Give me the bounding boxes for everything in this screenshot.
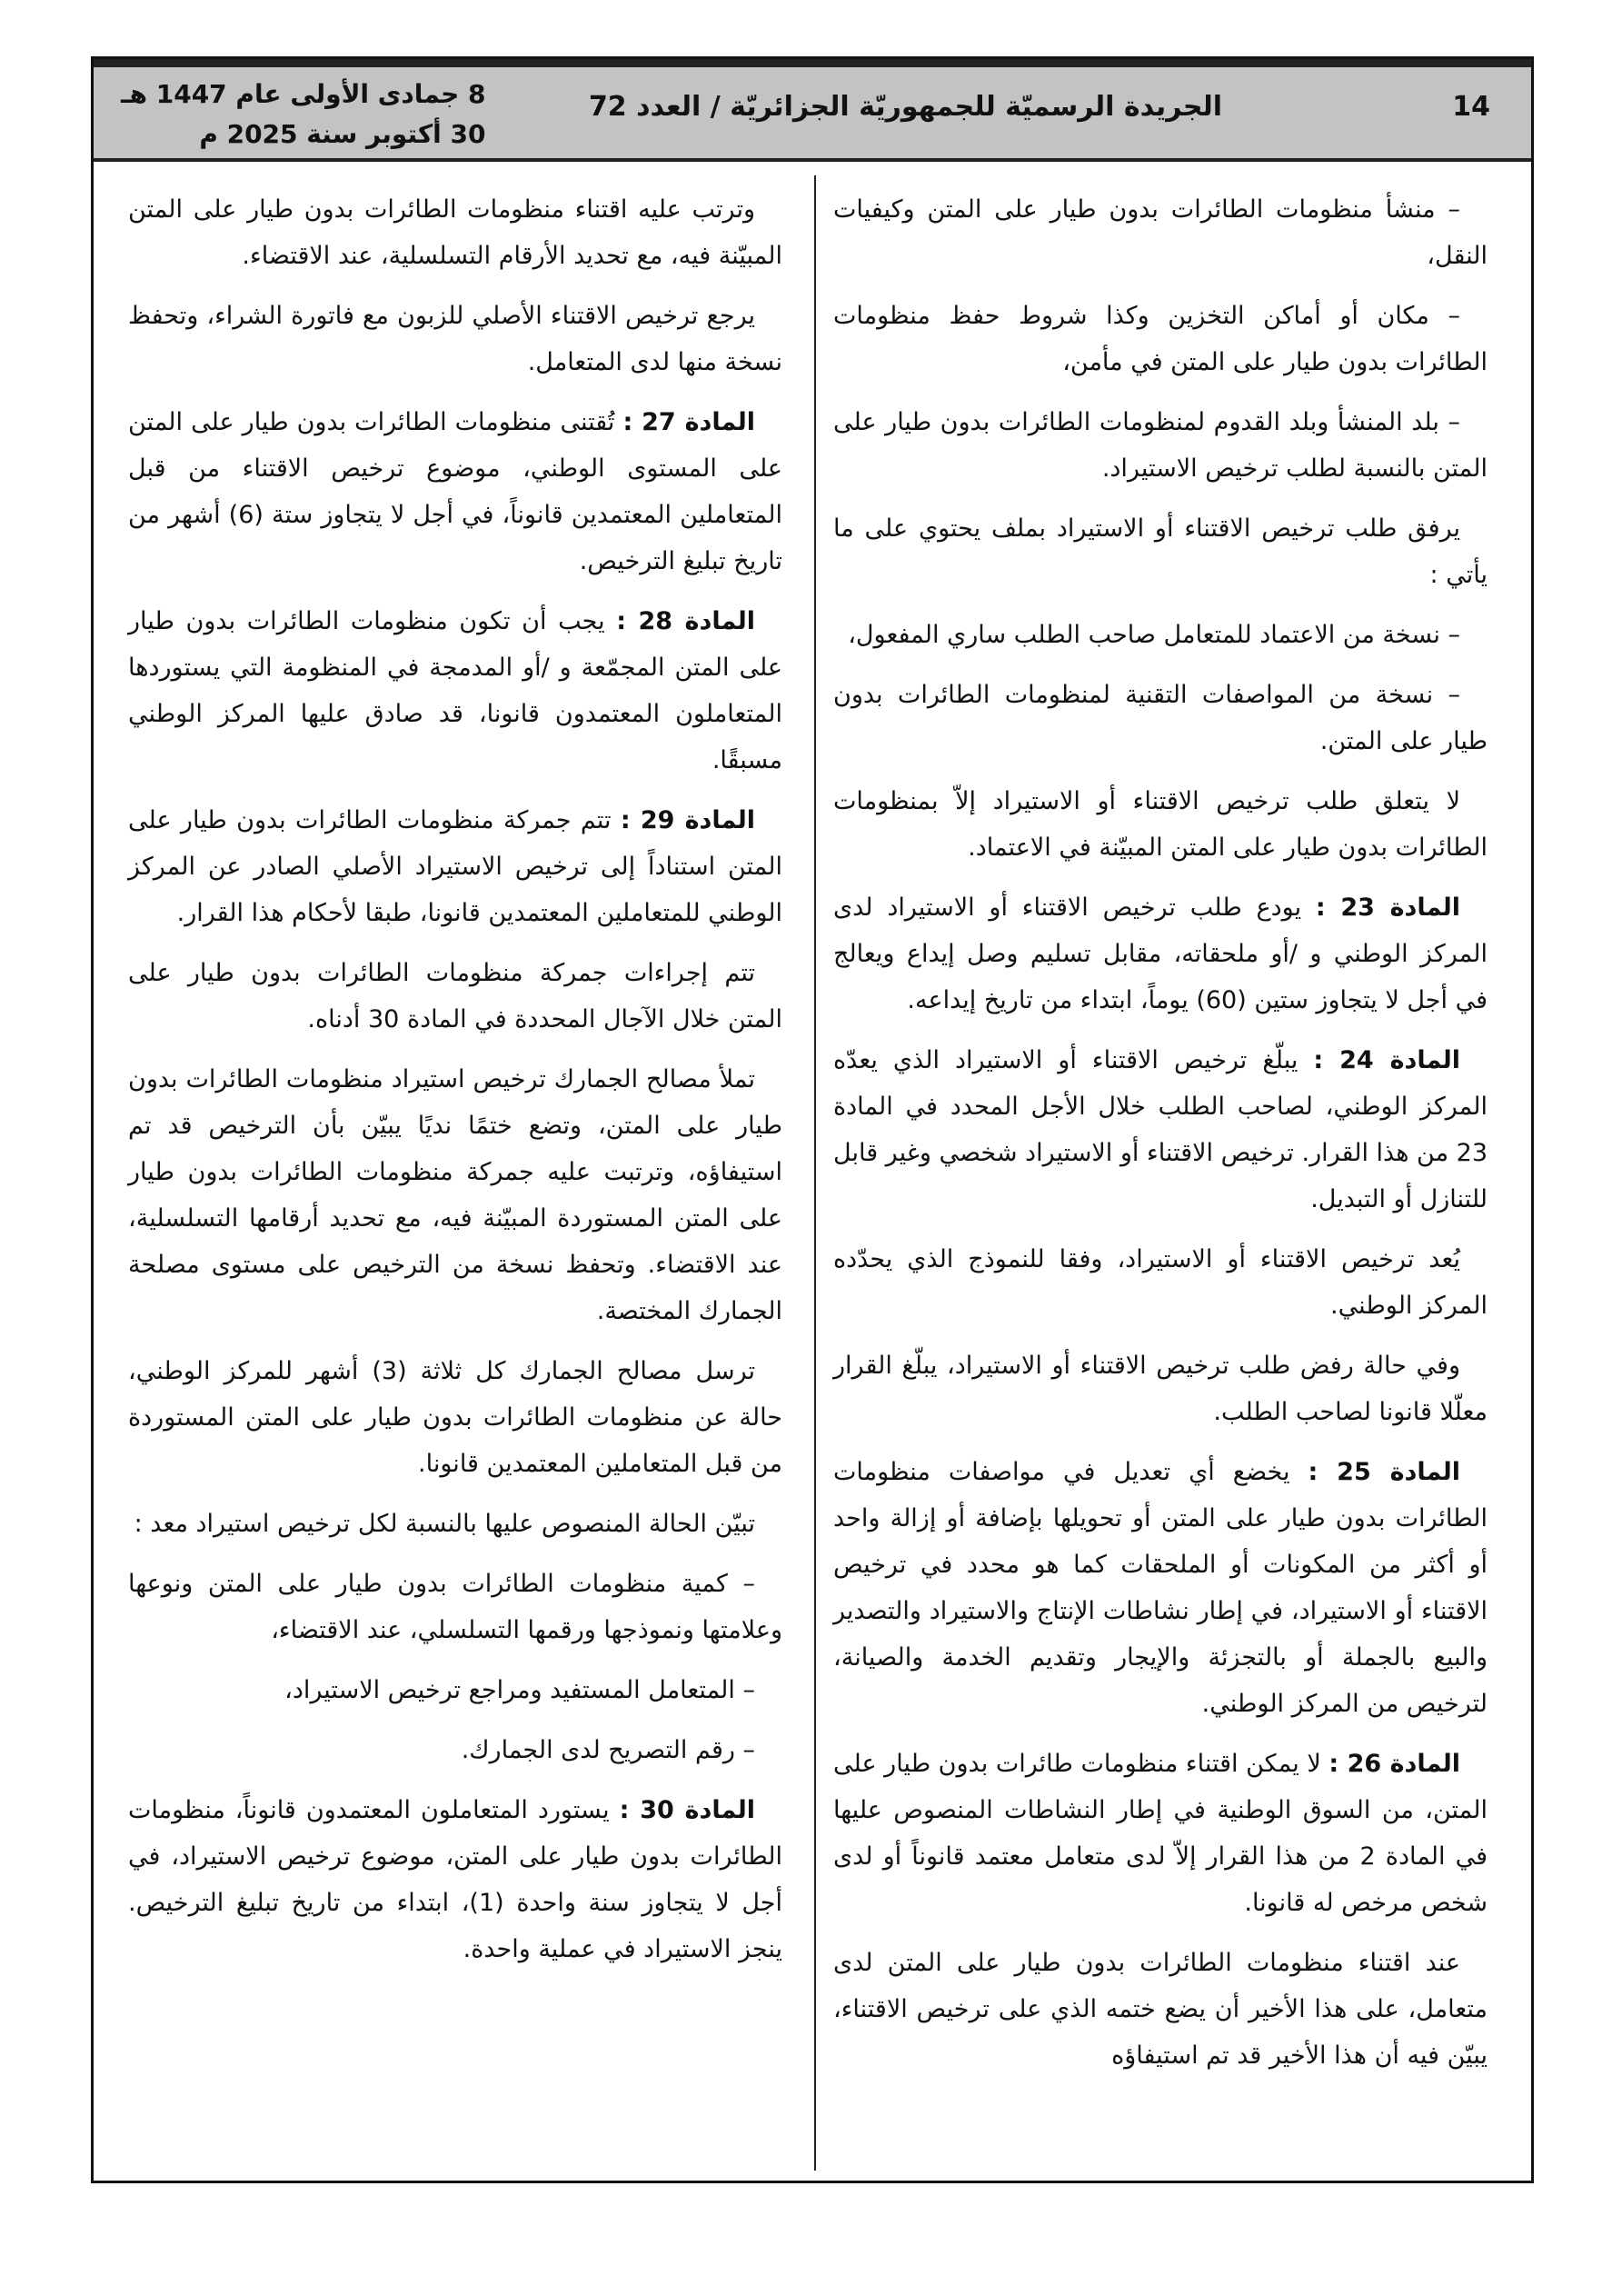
paragraph (128, 186, 782, 279)
paragraph (833, 293, 1488, 385)
page-number: 14 (1452, 91, 1490, 123)
hijri-date: 8 جمادى الأولى عام 1447 هـ (121, 79, 486, 109)
paragraph (128, 1667, 782, 1713)
article-paragraph (833, 1037, 1488, 1223)
article-paragraph (128, 598, 782, 784)
article-label: المادة 26 : (1328, 1750, 1461, 1778)
right-column (833, 186, 1488, 2092)
paragraph-text: – منشأ منظومات الطائرات بدون طيار على المتن وكيفيات النقل، (833, 195, 1488, 270)
paragraph-text: – كمية منظومات الطائرات بدون طيار على المتن ونوعها وعلامتها ونموذجها ورقمها التسلسلي، عند الاقتضاء، (128, 1570, 782, 1644)
article-paragraph (128, 797, 782, 936)
article-paragraph (833, 1449, 1488, 1727)
article-paragraph (128, 1787, 782, 1972)
column-divider (814, 175, 816, 2171)
paragraph-text: يرجع ترخيص الاقتناء الأصلي للزبون مع فاتورة الشراء، وتحفظ نسخة منها لدى المتعامل. (128, 302, 782, 376)
journal-title: الجريدة الرسميّة للجمهوريّة الجزائريّة / العدد 72 (588, 91, 1222, 123)
paragraph-text: يخضع أي تعديل في مواصفات منظومات الطائرات بدون طيار على المتن أو تحويلها بإضافة أو إزالة واحد أو أكثر من المكونات أو الملحقات كما هو محدد في ترخيص الاقتناء أو الاستيراد، في إطار نشاطات الإنتاج والاستيراد والتصدير والبيع بالجملة أو بالتجزئة والإيجار وتقديم الخدمة والصيانة، لترخيص من المركز الوطني. (833, 1458, 1488, 1718)
paragraph (833, 778, 1488, 871)
paragraph-text: يودع طلب ترخيص الاقتناء أو الاستيراد لدى المركز الوطني و /أو ملحقاته، مقابل تسليم وصل إيداع ويعالج في أجل لا يتجاوز ستين (60) يوماً، ابتداء من تاريخ إيداعه. (833, 893, 1488, 1014)
paragraph (833, 505, 1488, 598)
paragraph (833, 1343, 1488, 1435)
article-paragraph (128, 399, 782, 584)
paragraph-text: – مكان أو أماكن التخزين وكذا شروط حفظ منظومات الطائرات بدون طيار على المتن في مأمن، (833, 302, 1488, 376)
article-label: المادة 24 : (1313, 1046, 1460, 1074)
page-header (94, 59, 1531, 162)
paragraph-text: – نسخة من الاعتماد للمتعامل صاحب الطلب ساري المفعول، (848, 621, 1460, 649)
paragraph (833, 672, 1488, 764)
article-label: المادة 30 : (619, 1796, 755, 1824)
paragraph (128, 1727, 782, 1773)
paragraph-text: تملأ مصالح الجمارك ترخيص استيراد منظومات الطائرات بدون طيار على المتن، وتضع ختمًا نديًا يبيّن بأن الترخيص قد تم استيفاؤه، وترتبت عليه جمركة منظومات الطائرات بدون طيار على المتن المستوردة المبيّنة فيه، مع تحديد أرقامها التسلسلية، عند الاقتضاء. وتحفظ نسخة من الترخيص على مستوى مصلحة الجمارك المختصة. (128, 1065, 782, 1325)
paragraph (833, 1236, 1488, 1329)
article-label: المادة 29 : (620, 806, 755, 834)
issue-dates (121, 75, 486, 155)
article-paragraph (833, 1741, 1488, 1926)
paragraph-text: تتم إجراءات جمركة منظومات الطائرات بدون طيار على المتن خلال الآجال المحددة في المادة 30 أدناه. (128, 959, 782, 1033)
paragraph-text: يُعد ترخيص الاقتناء أو الاستيراد، وفقا للنموذج الذي يحدّده المركز الوطني. (833, 1245, 1488, 1320)
paragraph-text: تبيّن الحالة المنصوص عليها بالنسبة لكل ترخيص استيراد معد : (134, 1510, 755, 1538)
paragraph-text: يجب أن تكون منظومات الطائرات بدون طيار على المتن المجمّعة و /أو المدمجة في المنظومة التي يستوردها المتعاملون المعتمدون قانونا، قد صادق عليها المركز الوطني مسبقًا. (128, 607, 782, 774)
gregorian-date: 30 أكتوبر سنة 2025 م (199, 119, 486, 149)
article-paragraph (833, 884, 1488, 1023)
paragraph (128, 1501, 782, 1547)
paragraph-text: عند اقتناء منظومات الطائرات بدون طيار على المتن لدى متعامل، على هذا الأخير أن يضع ختمه الذي على ترخيص الاقتناء، يبيّن فيه أن هذا الأخير قد تم استيفاؤه (833, 1949, 1488, 2070)
paragraph-text: يستورد المتعاملون المعتمدون قانوناً، منظومات الطائرات بدون طيار على المتن، موضوع ترخيص الاستيراد، في أجل لا يتجاوز سنة واحدة (1)، ابتداء من تاريخ تبليغ الترخيص. ينجز الاستيراد في عملية واحدة. (128, 1796, 782, 1963)
article-label: المادة 28 : (616, 607, 755, 635)
paragraph-text: لا يتعلق طلب ترخيص الاقتناء أو الاستيراد إلاّ بمنظومات الطائرات بدون طيار على المتن المبيّنة في الاعتماد. (833, 787, 1488, 862)
paragraph-text: وفي حالة رفض طلب ترخيص الاقتناء أو الاستيراد، يبلّغ القرار معلّلا قانونا لصاحب الطلب. (833, 1352, 1488, 1426)
paragraph (128, 1056, 782, 1334)
paragraph-text: وترتب عليه اقتناء منظومات الطائرات بدون طيار على المتن المبيّنة فيه، مع تحديد الأرقام التسلسلية، عند الاقتضاء. (128, 195, 782, 270)
paragraph-text: – بلد المنشأ وبلد القدوم لمنظومات الطائرات بدون طيار على المتن بالنسبة لطلب ترخيص الاستيراد. (833, 408, 1488, 483)
paragraph (833, 186, 1488, 279)
paragraph-text: – المتعامل المستفيد ومراجع ترخيص الاستيراد، (284, 1676, 755, 1704)
paragraph (128, 293, 782, 385)
paragraph-text: ترسل مصالح الجمارك كل ثلاثة (3) أشهر للمركز الوطني، حالة عن منظومات الطائرات بدون طيار على المتن المستوردة من قبل المتعاملين المعتمدين قانونا. (128, 1357, 782, 1478)
paragraph-text: تتم جمركة منظومات الطائرات بدون طيار على المتن استناداً إلى ترخيص الاستيراد الأصلي الصادر عن المركز الوطني للمتعاملين المعتمدين قانونا، طبقا لأحكام هذا القرار. (128, 806, 782, 927)
paragraph (833, 1940, 1488, 2079)
paragraph-text: يرفق طلب ترخيص الاقتناء أو الاستيراد بملف يحتوي على ما يأتي : (833, 514, 1488, 589)
paragraph (128, 1348, 782, 1487)
paragraph (128, 950, 782, 1043)
paragraph (833, 399, 1488, 492)
article-label: المادة 27 : (622, 408, 755, 436)
left-column (128, 186, 782, 1986)
paragraph (833, 612, 1488, 658)
article-label: المادة 25 : (1308, 1458, 1460, 1486)
page-frame (91, 56, 1534, 2183)
paragraph-text: يبلّغ ترخيص الاقتناء أو الاستيراد الذي يعدّه المركز الوطني، لصاحب الطلب خلال الأجل المحدد في المادة 23 من هذا القرار. ترخيص الاقتناء أو الاستيراد شخصي وغير قابل للتنازل أو التبديل. (833, 1046, 1488, 1213)
paragraph-text: – رقم التصريح لدى الجمارك. (461, 1736, 755, 1764)
paragraph-text: لا يمكن اقتناء منظومات طائرات بدون طيار على المتن، من السوق الوطنية في إطار النشاطات المنصوص عليها في المادة 2 من هذا القرار إلاّ لدى متعامل معتمد قانوناً أو لدى شخص مرخص له قانونا. (833, 1750, 1488, 1917)
paragraph (128, 1561, 782, 1653)
paragraph-text: تُقتنى منظومات الطائرات بدون طيار على المتن على المستوى الوطني، موضوع ترخيص الاقتناء من قبل المتعاملين المعتمدين قانوناً، في أجل لا يتجاوز ستة (6) أشهر من تاريخ تبليغ الترخيص. (128, 408, 782, 575)
paragraph-text: – نسخة من المواصفات التقنية لمنظومات الطائرات بدون طيار على المتن. (833, 681, 1488, 755)
article-label: المادة 23 : (1315, 893, 1460, 922)
